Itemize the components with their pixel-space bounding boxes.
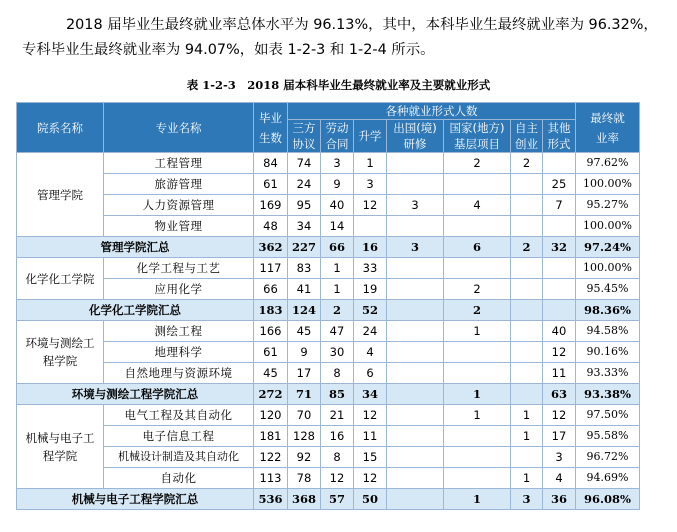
header-major: 专业名称 [104,103,254,153]
cell: 3 [354,174,387,195]
cell: 16 [321,426,354,447]
header-other: 其他形式 [543,120,576,153]
rate-cell: 95.45% [576,279,640,300]
rate-cell: 93.38% [576,384,640,405]
cell: 362 [254,237,288,258]
cell [511,363,543,384]
cell: 84 [254,153,288,174]
major-cell: 机械设计制造及其自动化 [104,447,254,468]
cell [511,174,543,195]
cell: 8 [321,447,354,468]
cell: 536 [254,489,288,510]
cell [444,363,511,384]
cell: 4 [543,468,576,489]
cell [543,258,576,279]
cell: 169 [254,195,288,216]
header-grad-count: 毕业生数 [254,103,288,153]
cell: 7 [543,195,576,216]
cell: 1 [321,279,354,300]
cell: 120 [254,405,288,426]
header-final-rate: 最终就业率 [576,103,640,153]
header-tripartite: 三方协议 [288,120,321,153]
rate-cell: 95.27% [576,195,640,216]
cell: 61 [254,174,288,195]
cell: 128 [288,426,321,447]
table-row [17,279,640,300]
cell: 3 [387,195,444,216]
cell [387,468,444,489]
cell: 3 [511,489,543,510]
college-cell: 管理学院 [17,153,104,237]
major-cell: 物业管理 [104,216,254,237]
cell [444,342,511,363]
cell: 3 [321,153,354,174]
cell: 17 [288,363,321,384]
cell [444,258,511,279]
cell: 113 [254,468,288,489]
cell: 17 [543,426,576,447]
cell: 48 [254,216,288,237]
cell: 9 [321,174,354,195]
cell [511,321,543,342]
cell [444,174,511,195]
cell [543,153,576,174]
cell: 12 [354,468,387,489]
summary-row [17,237,640,258]
employment-rate-table [16,102,640,510]
rate-cell: 100.00% [576,174,640,195]
cell: 1 [511,405,543,426]
cell: 34 [354,384,387,405]
table-row [17,468,640,489]
cell: 3 [543,447,576,468]
cell [387,405,444,426]
major-cell: 电子信息工程 [104,426,254,447]
cell [444,468,511,489]
cell: 78 [288,468,321,489]
cell [387,174,444,195]
rate-cell: 98.36% [576,300,640,321]
cell [387,216,444,237]
header-labor-contract: 劳动合同 [321,120,354,153]
rate-cell: 94.58% [576,321,640,342]
intro-paragraph-line1: 2018 届毕业生最终就业率总体水平为 96.13%，其中，本科毕业生最终就业率为 96.32%， [66,17,658,33]
cell: 45 [288,321,321,342]
table-row [17,195,640,216]
cell: 1 [354,153,387,174]
cell [543,216,576,237]
cell: 40 [321,195,354,216]
cell: 8 [321,363,354,384]
header-forms-group: 各种就业形式人数 [288,103,576,120]
summary-label: 环境与测绘工程学院汇总 [17,384,254,405]
cell: 1 [511,426,543,447]
intro-paragraph-line2: 专科毕业生最终就业率为 94.07%，如表 1-2-3 和 1-2-4 所示。 [22,42,435,58]
table-row [17,405,640,426]
cell: 85 [321,384,354,405]
cell: 368 [288,489,321,510]
cell: 1 [321,258,354,279]
major-cell: 工程管理 [104,153,254,174]
cell [387,489,444,510]
rate-cell: 96.72% [576,447,640,468]
major-cell: 人力资源管理 [104,195,254,216]
summary-row [17,384,640,405]
cell: 4 [444,195,511,216]
rate-cell: 94.69% [576,468,640,489]
table-row [17,153,640,174]
cell [387,384,444,405]
cell [387,426,444,447]
cell: 124 [288,300,321,321]
cell: 16 [354,237,387,258]
header-college: 院系名称 [17,103,104,153]
summary-row [17,300,640,321]
cell: 12 [543,405,576,426]
cell: 6 [354,363,387,384]
cell: 166 [254,321,288,342]
cell: 92 [288,447,321,468]
table-row [17,174,640,195]
cell [387,447,444,468]
cell: 12 [354,405,387,426]
cell: 83 [288,258,321,279]
cell: 33 [354,258,387,279]
cell: 1 [444,384,511,405]
cell [387,363,444,384]
cell [511,195,543,216]
cell: 95 [288,195,321,216]
cell [511,216,543,237]
cell [387,153,444,174]
cell: 227 [288,237,321,258]
cell [354,216,387,237]
rate-cell: 97.62% [576,153,640,174]
cell [387,300,444,321]
major-cell: 地理科学 [104,342,254,363]
cell: 74 [288,153,321,174]
cell: 12 [543,342,576,363]
cell: 63 [543,384,576,405]
cell: 61 [254,342,288,363]
cell: 30 [321,342,354,363]
summary-label: 管理学院汇总 [17,237,254,258]
cell [511,384,543,405]
cell: 50 [354,489,387,510]
cell [387,321,444,342]
cell: 9 [288,342,321,363]
cell: 2 [321,300,354,321]
rate-cell: 100.00% [576,258,640,279]
rate-cell: 100.00% [576,216,640,237]
table-row [17,216,640,237]
cell: 36 [543,489,576,510]
cell: 14 [321,216,354,237]
cell: 2 [444,279,511,300]
cell [511,447,543,468]
cell: 34 [288,216,321,237]
cell: 1 [444,321,511,342]
cell [511,342,543,363]
cell [543,300,576,321]
header-grassroots: 国家(地方)基层项目 [444,120,511,153]
cell: 1 [444,405,511,426]
table-row [17,447,640,468]
cell: 25 [543,174,576,195]
cell [543,279,576,300]
cell: 41 [288,279,321,300]
cell: 183 [254,300,288,321]
cell: 117 [254,258,288,279]
college-cell: 环境与测绘工程学院 [17,321,104,384]
cell: 70 [288,405,321,426]
cell: 21 [321,405,354,426]
summary-row [17,489,640,510]
cell: 66 [254,279,288,300]
rate-cell: 95.58% [576,426,640,447]
header-self-employed: 自主创业 [511,120,543,153]
major-cell: 自动化 [104,468,254,489]
cell: 52 [354,300,387,321]
cell: 2 [444,300,511,321]
major-cell: 化学工程与工艺 [104,258,254,279]
rate-cell: 90.16% [576,342,640,363]
major-cell: 自然地理与资源环境 [104,363,254,384]
rate-cell: 97.24% [576,237,640,258]
cell: 45 [254,363,288,384]
table-caption: 表 1-2-3 2018 届本科毕业生最终就业率及主要就业形式 [186,78,491,92]
rate-cell: 97.50% [576,405,640,426]
major-cell: 旅游管理 [104,174,254,195]
cell: 24 [354,321,387,342]
college-cell: 化学化工学院 [17,258,104,300]
summary-label: 机械与电子工程学院汇总 [17,489,254,510]
cell [444,216,511,237]
cell: 122 [254,447,288,468]
cell [444,447,511,468]
header-abroad: 出国(境)研修 [387,120,444,153]
cell: 2 [511,237,543,258]
cell [387,279,444,300]
cell: 3 [387,237,444,258]
cell: 57 [321,489,354,510]
cell: 47 [321,321,354,342]
cell: 24 [288,174,321,195]
cell [511,258,543,279]
cell [511,279,543,300]
cell: 272 [254,384,288,405]
cell: 19 [354,279,387,300]
cell [387,258,444,279]
header-further-study: 升学 [354,120,387,153]
cell: 6 [444,237,511,258]
summary-label: 化学化工学院汇总 [17,300,254,321]
table-row [17,363,640,384]
cell [511,300,543,321]
cell: 12 [354,195,387,216]
cell [444,426,511,447]
cell: 40 [543,321,576,342]
cell: 12 [321,468,354,489]
cell: 32 [543,237,576,258]
cell: 71 [288,384,321,405]
table-row [17,342,640,363]
table-row [17,426,640,447]
college-cell: 机械与电子工程学院 [17,405,104,489]
major-cell: 测绘工程 [104,321,254,342]
cell: 2 [511,153,543,174]
rate-cell: 93.33% [576,363,640,384]
cell: 2 [444,153,511,174]
cell: 4 [354,342,387,363]
cell: 181 [254,426,288,447]
cell: 11 [354,426,387,447]
rate-cell: 96.08% [576,489,640,510]
cell: 11 [543,363,576,384]
major-cell: 电气工程及其自动化 [104,405,254,426]
cell: 66 [321,237,354,258]
cell: 1 [511,468,543,489]
table-row [17,321,640,342]
cell: 15 [354,447,387,468]
cell [387,342,444,363]
cell: 1 [444,489,511,510]
table-row [17,258,640,279]
major-cell: 应用化学 [104,279,254,300]
